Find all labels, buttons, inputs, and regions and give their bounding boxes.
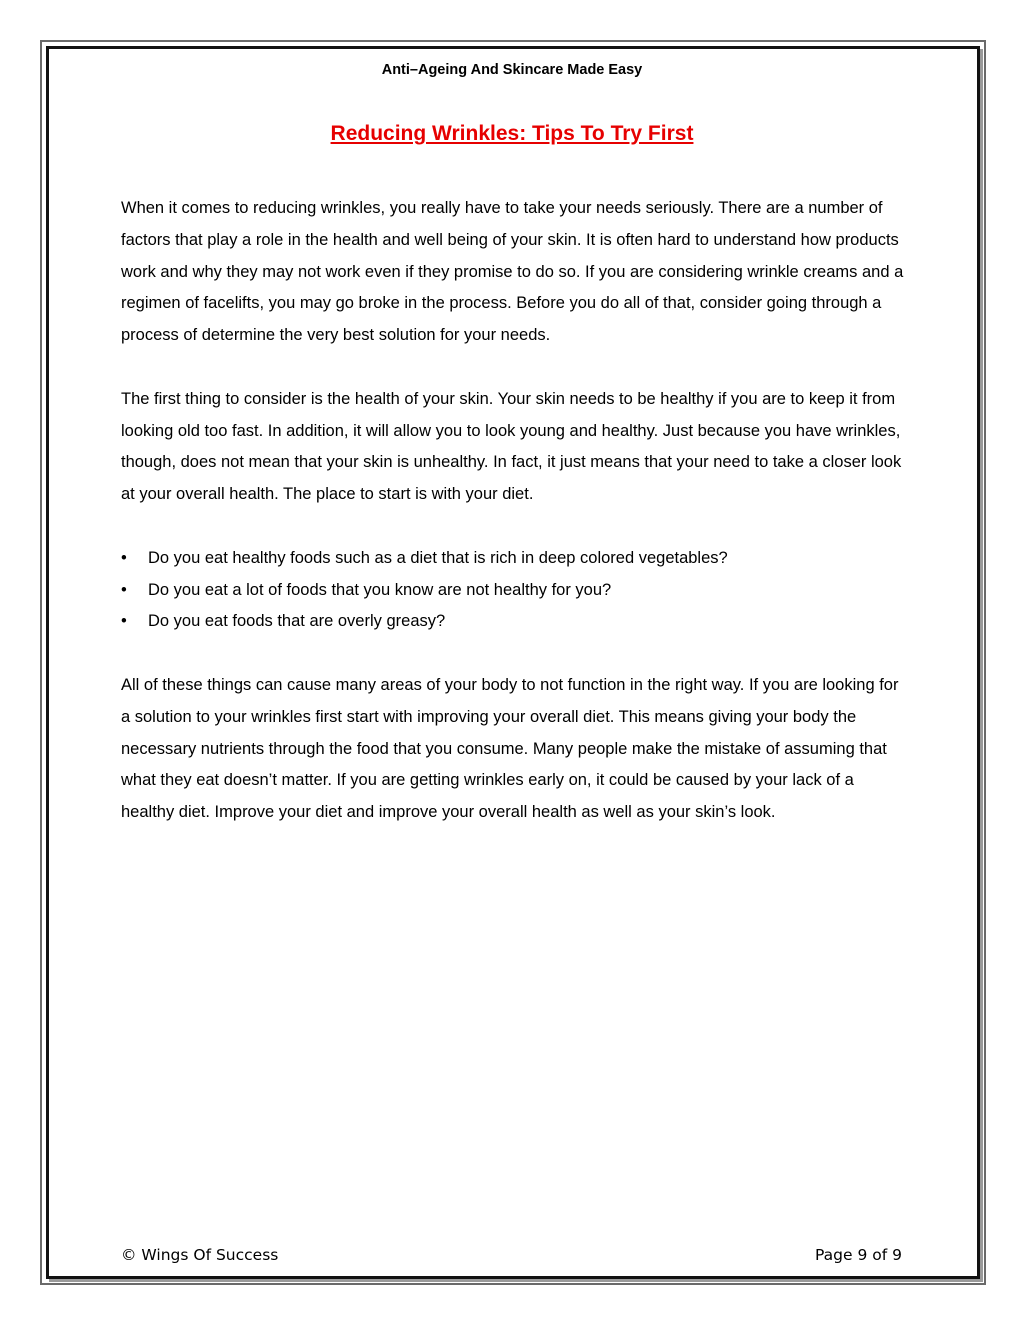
list-item: [121, 575, 911, 607]
article-body: [121, 193, 911, 861]
footer-copyright: © Wings Of Success: [121, 1246, 279, 1264]
list-item: [121, 543, 911, 575]
bullet-icon: •: [121, 612, 127, 631]
paragraph-intro: When it comes to reducing wrinkles, you really have to take your needs seriously. There are a number of factors that play a role in the health and well being of your skin. It is often hard to understand how products work and why they may not work even if they promise to do so. If you are considering wrinkle creams and a regimen of facelifts, you may go broke in the process. Before you do all of that, consider going through a process of determine the very best solution for your needs.: [121, 199, 904, 345]
list-item-text: Do you eat foods that are overly greasy?: [148, 612, 446, 631]
footer-page-number: Page 9 of 9: [815, 1246, 902, 1264]
bullet-icon: •: [121, 548, 127, 567]
diet-questions-list: [121, 543, 911, 638]
list-item: [121, 606, 911, 638]
running-header: Anti–Ageing And Skincare Made Easy: [381, 62, 643, 78]
list-item-text: Do you eat healthy foods such as a diet that is rich in deep colored vegetables?: [148, 548, 728, 567]
list-item-text: Do you eat a lot of foods that you know are not healthy for you?: [148, 580, 612, 599]
article-title: Reducing Wrinkles: Tips To Try First: [330, 122, 694, 145]
paragraph-skin-health: The first thing to consider is the health of your skin. Your skin needs to be healthy if you are to keep it from looking old too fast. In addition, it will allow you to look young and healthy. Just because you have wrinkles, though, does not mean that your skin is unhealthy. In fact, it just means that your need to take a closer look at your overall health. The place to start is with your diet.: [121, 389, 902, 504]
bullet-icon: •: [121, 580, 127, 599]
paragraph-conclusion: All of these things can cause many areas of your body to not function in the right way. If you are looking for a solution to your wrinkles first start with improving your overall diet. This means giving your body the necessary nutrients through the food that you consume. Many people make the mistake of assuming that what they eat doesn’t matter. If you are getting wrinkles early on, it could be caused by your lack of a healthy diet. Improve your diet and improve your overall health as well as your skin’s look.: [121, 675, 899, 822]
